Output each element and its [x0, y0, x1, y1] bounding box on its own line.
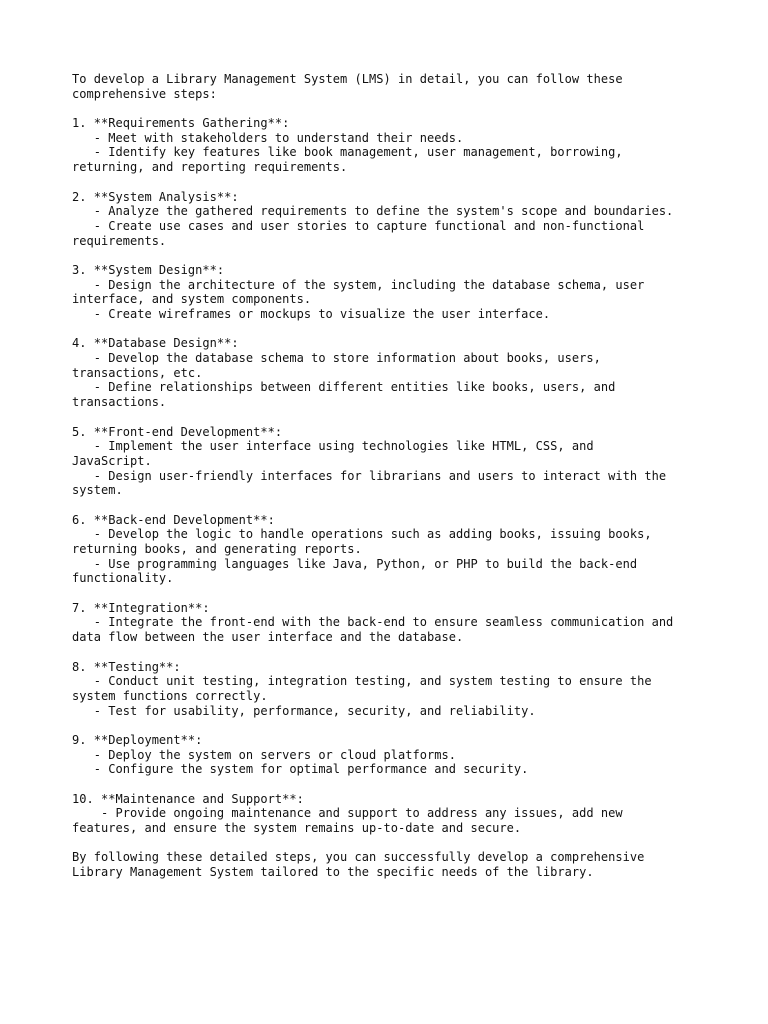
text-line: JavaScript. — [72, 453, 152, 468]
text-line: - Design the architecture of the system, including the database schema, user — [72, 277, 645, 292]
text-line: requirements. — [72, 233, 167, 248]
text-line: - Design user-friendly interfaces for librarians and users to interact with the — [72, 468, 667, 483]
text-line: By following these detailed steps, you can successfully develop a comprehensive — [72, 850, 645, 865]
text-line: - Integrate the front-end with the back-end to ensure seamless communication and — [72, 615, 674, 630]
text-line: transactions, etc. — [72, 365, 203, 380]
blank-line — [72, 836, 712, 851]
text-line: Library Management System tailored to the specific needs of the library. — [72, 865, 594, 880]
step-heading: 5. **Front-end Development**: — [72, 424, 283, 439]
text-line: comprehensive steps: — [72, 86, 217, 101]
blank-line — [72, 586, 712, 601]
blank-line — [72, 498, 712, 513]
document-body — [72, 72, 712, 880]
text-line: - Implement the user interface using technologies like HTML, CSS, and — [72, 439, 594, 454]
text-line: system. — [72, 483, 123, 498]
text-line: returning, and reporting requirements. — [72, 160, 348, 175]
text-line: - Conduct unit testing, integration testing, and system testing to ensure the — [72, 674, 652, 689]
step-heading: 1. **Requirements Gathering**: — [72, 116, 290, 131]
text-line: - Develop the database schema to store information about books, users, — [72, 351, 601, 366]
blank-line — [72, 248, 712, 263]
step-heading: 8. **Testing**: — [72, 659, 181, 674]
text-line: - Analyze the gathered requirements to define the system's scope and boundaries. — [72, 204, 674, 219]
blank-line — [72, 175, 712, 190]
text-line: returning books, and generating reports. — [72, 542, 362, 556]
blank-line — [72, 322, 712, 337]
blank-line — [72, 645, 712, 660]
text-line: - Create use cases and user stories to capture functional and non-functional — [72, 218, 645, 233]
text-line: - Test for usability, performance, security, and reliability. — [72, 703, 536, 718]
step-heading: 7. **Integration**: — [72, 600, 210, 615]
blank-line — [72, 718, 712, 733]
text-line: - Deploy the system on servers or cloud platforms. — [72, 747, 456, 762]
text-line: - Meet with stakeholders to understand their needs. — [72, 130, 464, 145]
text-line: - Use programming languages like Java, Python, or PHP to build the back-end — [72, 556, 638, 571]
text-line: - Create wireframes or mockups to visualize the user interface. — [72, 307, 551, 321]
text-line: - Develop the logic to handle operations such as adding books, issuing books, — [72, 527, 652, 542]
text-line: features, and ensure the system remains up-to-date and secure. — [72, 821, 522, 836]
step-heading: 10. **Maintenance and Support**: — [72, 791, 304, 806]
text-line: system functions correctly. — [72, 688, 268, 703]
text-line: interface, and system components. — [72, 292, 312, 307]
text-line: - Configure the system for optimal performance and security. — [72, 762, 529, 777]
text-line: data flow between the user interface and the database. — [72, 630, 464, 645]
text-line: transactions. — [72, 395, 167, 410]
blank-line — [72, 410, 712, 425]
blank-line — [72, 101, 712, 116]
step-heading: 4. **Database Design**: — [72, 336, 239, 351]
blank-line — [72, 777, 712, 792]
text-line: To develop a Library Management System (LMS) in detail, you can follow these — [72, 72, 623, 86]
text-line: - Define relationships between different entities like books, users, and — [72, 380, 616, 395]
text-line: - Provide ongoing maintenance and support to address any issues, add new — [72, 806, 623, 821]
step-heading: 6. **Back-end Development**: — [72, 512, 275, 527]
text-line: functionality. — [72, 571, 174, 586]
step-heading: 3. **System Design**: — [72, 262, 225, 277]
step-heading: 9. **Deployment**: — [72, 732, 203, 747]
text-line: - Identify key features like book management, user management, borrowing, — [72, 145, 623, 160]
step-heading: 2. **System Analysis**: — [72, 189, 239, 204]
